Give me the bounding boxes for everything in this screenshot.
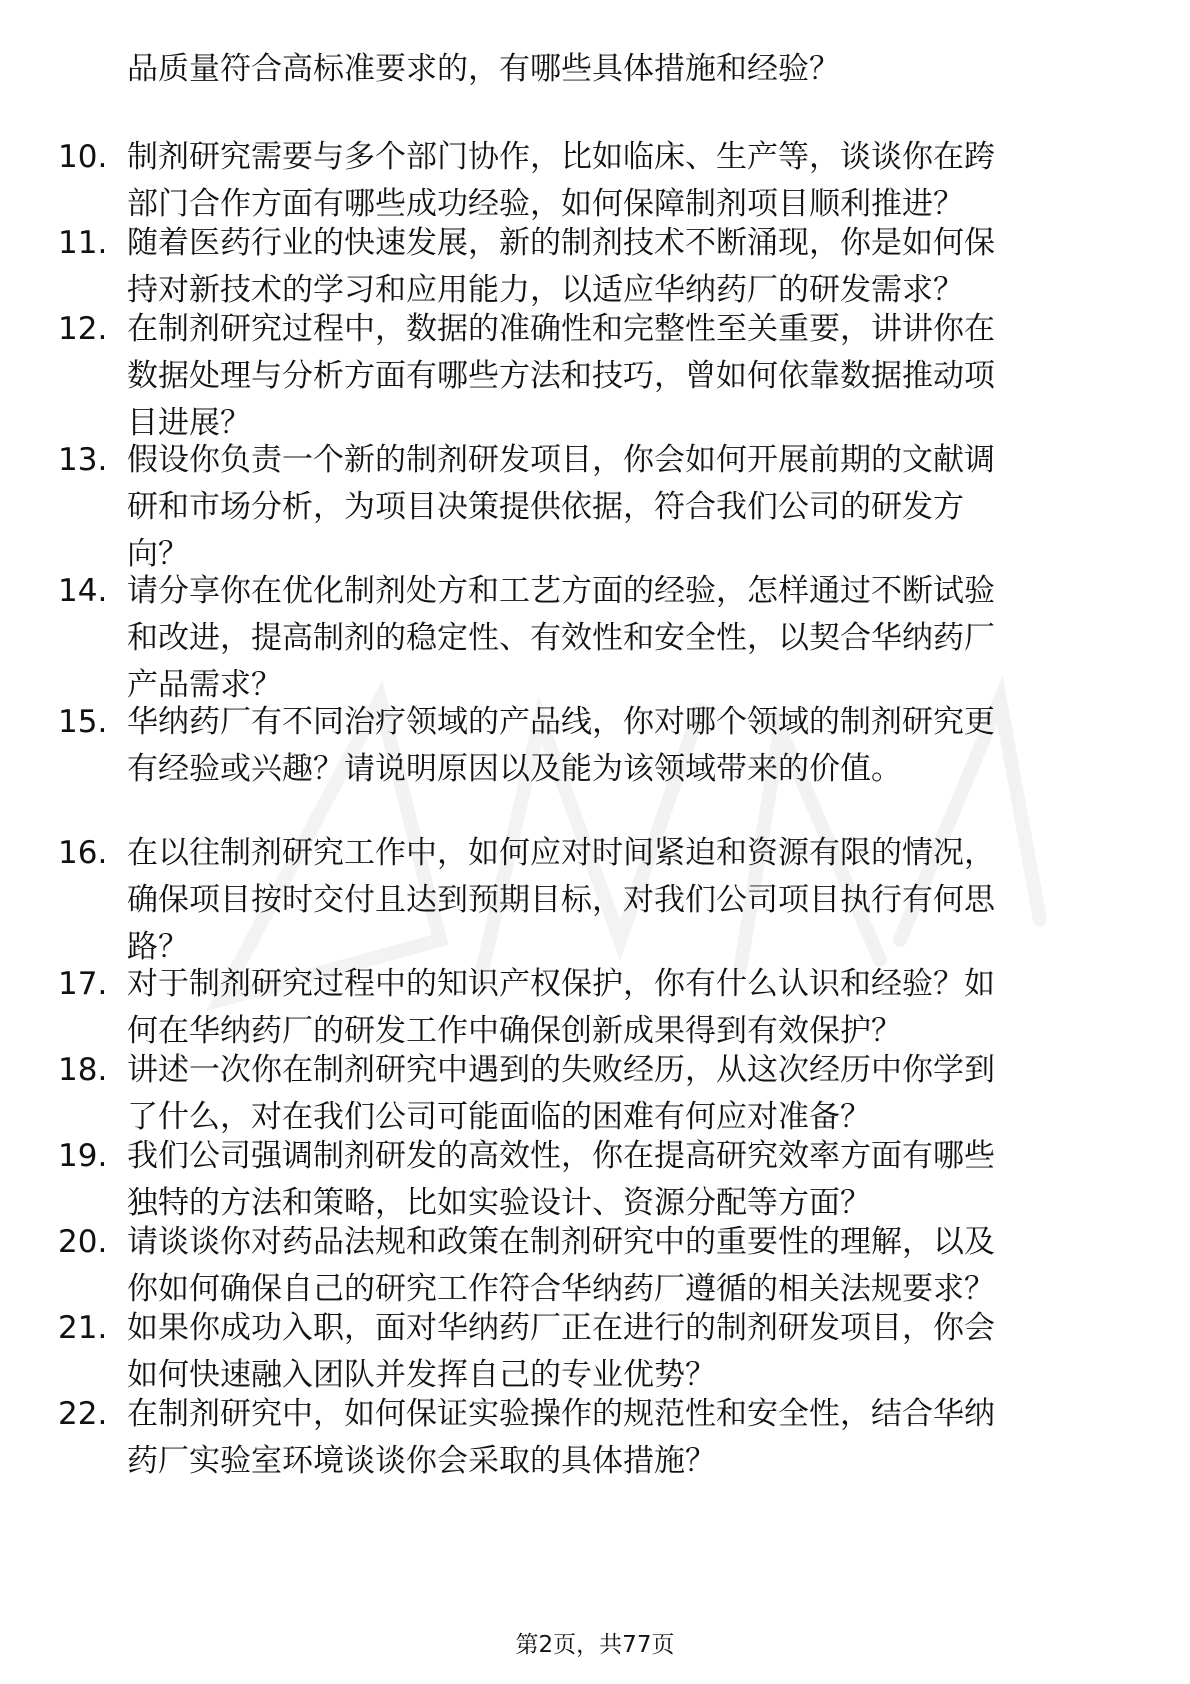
question-text-line: 制剂研究需要与多个部门协作，比如临床、生产等，谈谈你在跨 (127, 139, 995, 175)
question-number: 19. (58, 1138, 108, 1174)
question-text-line: 有经验或兴趣？请说明原因以及能为该领域带来的价值。 (127, 751, 902, 787)
question-number: 17. (58, 966, 108, 1002)
question-text (127, 220, 1107, 314)
question-text-line: 独特的方法和策略，比如实验设计、资源分配等方面？ (127, 1185, 871, 1221)
question-text (127, 437, 1107, 578)
question-text-line: 在以往制剂研究工作中，如何应对时间紧迫和资源有限的情况， (127, 835, 995, 871)
question-text (127, 699, 1107, 793)
question-number: 20. (58, 1224, 108, 1260)
question-number: 11. (58, 225, 108, 261)
question-number: 15. (58, 704, 108, 740)
question-number: 18. (58, 1052, 108, 1088)
question-text-line: 持对新技术的学习和应用能力，以适应华纳药厂的研发需求？ (127, 272, 964, 308)
question-number: 14. (58, 573, 108, 609)
question-text-line: 我们公司强调制剂研发的高效性，你在提高研究效率方面有哪些 (127, 1138, 995, 1174)
question-text-line: 研和市场分析，为项目决策提供依据，符合我们公司的研发方 (127, 489, 964, 525)
question-number: 16. (58, 835, 108, 871)
question-text-line: 在制剂研究过程中，数据的准确性和完整性至关重要，讲讲你在 (127, 311, 995, 347)
question-text-line: 和改进，提高制剂的稳定性、有效性和安全性，以契合华纳药厂 (127, 620, 995, 656)
question-text-line: 产品需求？ (127, 667, 282, 703)
question-text-line: 路？ (127, 929, 189, 965)
question-text-line: 华纳药厂有不同治疗领域的产品线，你对哪个领域的制剂研究更 (127, 704, 995, 740)
question-text (127, 1219, 1107, 1313)
question-text-line: 药厂实验室环境谈谈你会采取的具体措施？ (127, 1443, 716, 1479)
question-text-line: 假设你负责一个新的制剂研发项目，你会如何开展前期的文献调 (127, 442, 995, 478)
question-number: 21. (58, 1310, 108, 1346)
question-text-line: 目进展？ (127, 405, 251, 441)
question-number: 22. (58, 1396, 108, 1432)
question-text (127, 1047, 1107, 1141)
continued-question-text: 品质量符合高标准要求的，有哪些具体措施和经验？ (127, 51, 840, 87)
question-text-line: 你如何确保自己的研究工作符合华纳药厂遵循的相关法规要求？ (127, 1271, 995, 1307)
question-text-line: 请谈谈你对药品法规和政策在制剂研究中的重要性的理解，以及 (127, 1224, 995, 1260)
question-text-line: 部门合作方面有哪些成功经验，如何保障制剂项目顺利推进？ (127, 186, 964, 222)
question-text-line: 讲述一次你在制剂研究中遇到的失败经历，从这次经历中你学到 (127, 1052, 995, 1088)
question-text (127, 568, 1107, 709)
question-text (127, 830, 1107, 971)
question-text-line: 确保项目按时交付且达到预期目标，对我们公司项目执行有何思 (127, 882, 995, 918)
question-text (127, 306, 1107, 447)
question-text-line: 对于制剂研究过程中的知识产权保护，你有什么认识和经验？如 (127, 966, 995, 1002)
question-text-line: 向？ (127, 536, 189, 572)
question-text-line: 随着医药行业的快速发展，新的制剂技术不断涌现，你是如何保 (127, 225, 995, 261)
question-text (127, 1133, 1107, 1227)
question-text (127, 1391, 1107, 1485)
question-text-line: 在制剂研究中，如何保证实验操作的规范性和安全性，结合华纳 (127, 1396, 995, 1432)
question-text-line: 请分享你在优化制剂处方和工艺方面的经验，怎样通过不断试验 (127, 573, 995, 609)
question-number: 13. (58, 442, 108, 478)
question-text-line: 如何快速融入团队并发挥自己的专业优势？ (127, 1357, 716, 1393)
question-number: 12. (58, 311, 108, 347)
question-text-line: 如果你成功入职，面对华纳药厂正在进行的制剂研发项目，你会 (127, 1310, 995, 1346)
question-text-line: 了什么，对在我们公司可能面临的困难有何应对准备？ (127, 1099, 871, 1135)
question-text-line: 何在华纳药厂的研发工作中确保创新成果得到有效保护？ (127, 1013, 902, 1049)
question-text-line: 数据处理与分析方面有哪些方法和技巧，曾如何依靠数据推动项 (127, 358, 995, 394)
question-text (127, 961, 1107, 1055)
question-text (127, 1305, 1107, 1399)
page-footer: 第2页，共77页 (515, 1632, 675, 1658)
question-number: 10. (58, 139, 108, 175)
question-text (127, 134, 1107, 228)
